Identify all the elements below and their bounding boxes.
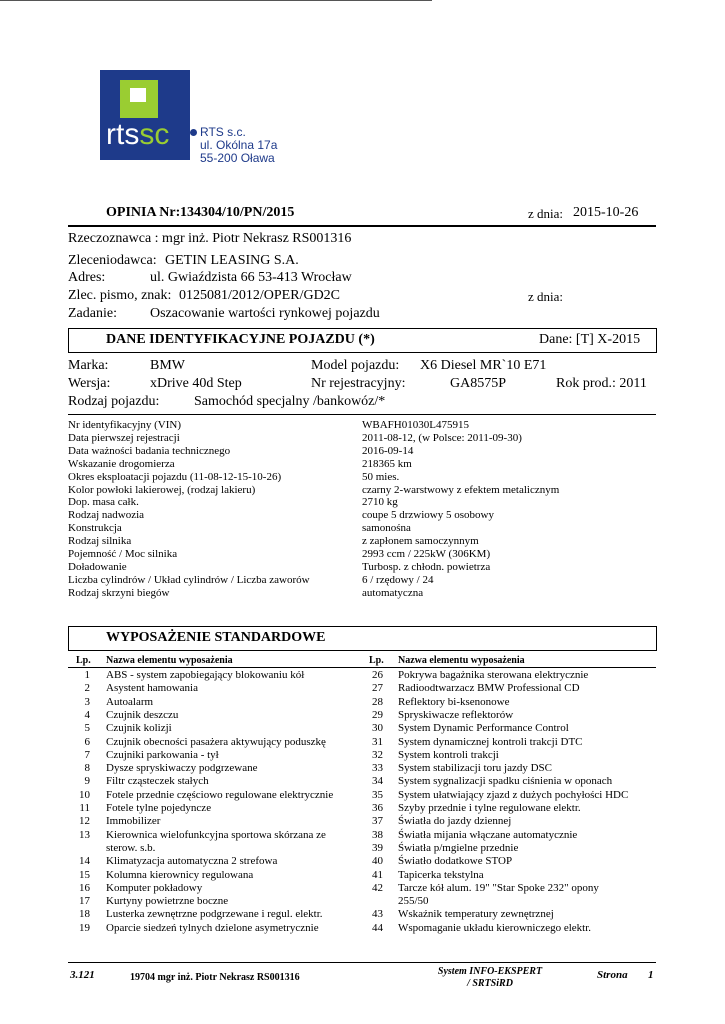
equipment-number: 3 — [84, 695, 90, 708]
detail-label: Okres eksploatacji pojazdu (11-08-12-15-10-26) — [68, 470, 282, 483]
equipment-number: 10 — [79, 788, 90, 801]
detail-value: 2016-09-14 — [362, 444, 414, 457]
equipment-item: Kurtyny powietrzne boczne — [106, 895, 229, 908]
equipment-item: Klimatyzacja automatyczna 2 strefowa — [106, 855, 278, 868]
equipment-number: 29 — [372, 708, 383, 721]
equipment-number: 11 — [79, 802, 90, 814]
equipment-item: Szyby przednie i tylne regulowane elektr. — [398, 802, 581, 814]
equipment-number: 7 — [84, 748, 90, 761]
detail-label: Rodzaj silnika — [68, 535, 132, 548]
equipment-item: Dysze spryskiwaczy podgrzewane — [106, 762, 258, 775]
equipment-number: 33 — [372, 762, 383, 775]
equipment-item: System sygnalizacji spadku ciśnienia w oponach — [398, 775, 613, 788]
footer-author: 19704 mgr inż. Piotr Nekrasz RS001316 — [130, 972, 300, 983]
equipment-item: ABS - system zapobiegający blokowaniu kół — [106, 669, 305, 681]
equipment-number: 30 — [372, 722, 383, 735]
equipment-number: 2 — [84, 682, 90, 695]
detail-value: Turbosp. z chłodn. powietrza — [362, 560, 491, 573]
equipment-number: 41 — [372, 868, 383, 881]
equipment-item: Światło dodatkowe STOP — [398, 855, 513, 868]
detail-value: 218365 km — [362, 457, 412, 470]
order-label: Zlec. pismo, znak: — [68, 288, 172, 303]
company-city: 55-200 Oława — [200, 151, 275, 165]
client-label: Zleceniodawca: — [68, 253, 157, 268]
detail-value: 6 / rzędowy / 24 — [362, 573, 434, 586]
equipment-number: 35 — [372, 788, 383, 801]
task-value: Oszacowanie wartości rynkowej pojazdu — [150, 306, 380, 321]
equipment-number: 17 — [79, 895, 90, 908]
equipment-number: 18 — [79, 908, 90, 921]
equipment-number: 42 — [372, 881, 383, 894]
equipment-number: 15 — [79, 868, 90, 881]
version-label: Wersja: — [68, 376, 111, 391]
bullet-icon — [190, 129, 197, 136]
type-value: Samochód specjalny /bankowóz/* — [194, 394, 386, 409]
equipment-number: 19 — [79, 921, 90, 934]
equipment-number: 16 — [79, 881, 90, 894]
equipment-number: 26 — [372, 669, 383, 681]
version-value: xDrive 40d Step — [150, 376, 242, 391]
equipment-number: 28 — [372, 695, 383, 708]
equipment-item: Kolumna kierownicy regulowana — [106, 868, 254, 881]
equipment-item-continued: sterow. s.b. — [106, 841, 156, 854]
equipment-item: Filtr cząsteczek stałych — [106, 775, 209, 788]
logo-wordmark: rtssc — [106, 118, 170, 151]
footer-system — [430, 966, 550, 991]
make-value: BMW — [150, 358, 185, 373]
equipment-item: Czujnik deszczu — [106, 708, 179, 721]
detail-label: Pojemność / Moc silnika — [68, 548, 178, 560]
reg-label: Nr rejestracyjny: — [311, 376, 406, 391]
footer-system-line2: / SRTSiRD — [467, 978, 513, 990]
equipment-item: Radioodtwarzacz BMW Professional CD — [398, 682, 580, 695]
type-label: Rodzaj pojazdu: — [68, 394, 160, 409]
detail-label: Dop. masa całk. — [68, 496, 139, 509]
equipment-item: Spryskiwacze reflektorów — [398, 708, 514, 721]
equipment-item: Immobilizer — [106, 815, 161, 828]
detail-label: Data pierwszej rejestracji — [68, 431, 180, 444]
vehicle-rule — [68, 414, 656, 415]
equipment-item-continued: 255/50 — [398, 895, 429, 908]
opinion-date: 2015-10-26 — [573, 205, 639, 220]
detail-label: Rodzaj skrzyni biegów — [68, 586, 170, 599]
equipment-number: 1 — [84, 669, 90, 681]
equipment-item: Fotele tylne pojedyncze — [106, 802, 212, 814]
eq-col-name-right: Nazwa elementu wyposażenia — [398, 655, 525, 666]
equipment-header-rule — [68, 667, 656, 668]
opinion-number: 134304/10/PN/2015 — [180, 205, 295, 220]
header-rule — [68, 225, 656, 227]
equipment-item: System stabilizacji toru jazdy DSC — [398, 762, 552, 775]
equipment-number: 14 — [79, 855, 90, 868]
equipment-number: 36 — [372, 802, 383, 814]
equipment-number: 31 — [372, 735, 383, 748]
order-date-label: z dnia: — [528, 289, 564, 304]
equipment-item: Wspomaganie układu kierowniczego elektr. — [398, 921, 592, 934]
equipment-item: Wskaźnik temperatury zewnętrznej — [398, 908, 554, 921]
equipment-item: Fotele przednie częściowo regulowane elektrycznie — [106, 788, 334, 801]
equipment-item: System dynamicznej kontroli trakcji DTC — [398, 735, 583, 748]
logo-rule — [0, 0, 432, 1]
equipment-item: Asystent hamowania — [106, 682, 198, 695]
detail-value: 2993 ccm / 225kW (306KM) — [362, 548, 491, 560]
equipment-item: Czujnik obecności pasażera aktywujący poduszkę — [106, 735, 326, 748]
equipment-item: Tarcze kół alum. 19" "Star Spoke 232" opony — [398, 881, 599, 894]
detail-value: 2710 kg — [362, 496, 398, 509]
footer-system-line1: System INFO-EKSPERT — [437, 966, 543, 977]
client-value: GETIN LEASING S.A. — [165, 253, 299, 268]
equipment-item: System Dynamic Performance Control — [398, 722, 569, 735]
equipment-item: Czujniki parkowania - tył — [106, 748, 219, 761]
detail-label: Doładowanie — [68, 560, 127, 573]
detail-label: Data ważności badania technicznego — [68, 444, 231, 457]
address-value: ul. Gwiaździsta 66 53-413 Wrocław — [150, 270, 352, 285]
eq-col-name-left: Nazwa elementu wyposażenia — [106, 655, 233, 666]
equipment-number: 43 — [372, 908, 383, 921]
equipment-item: Czujnik kolizji — [106, 722, 172, 735]
eq-col-lp-left: Lp. — [76, 655, 91, 666]
footer-code: 3.121 — [70, 969, 95, 981]
company-address — [190, 126, 277, 165]
model-label: Model pojazdu: — [311, 358, 400, 373]
opinion-label: OPINIA Nr: — [106, 205, 181, 220]
detail-value: automatyczna — [362, 586, 424, 599]
equipment-number: 12 — [79, 815, 90, 828]
task-label: Zadanie: — [68, 306, 117, 321]
expert-line: Rzeczoznawca : mgr inż. Piotr Nekrasz RS001316 — [68, 231, 352, 246]
detail-value: samonośna — [362, 522, 411, 535]
detail-value: 2011-08-12, (w Polsce: 2011-09-30) — [362, 431, 522, 444]
equipment-number: 27 — [372, 682, 383, 695]
equipment-number: 38 — [372, 828, 383, 841]
model-value: X6 Diesel MR`10 E71 — [420, 358, 547, 373]
detail-label: Liczba cylindrów / Układ cylindrów / Liczba zaworów — [68, 573, 310, 586]
detail-label: Rodzaj nadwozia — [68, 509, 145, 522]
year-label: Rok prod.: 2011 — [556, 376, 647, 391]
equipment-number: 34 — [372, 775, 383, 788]
equipment-title: WYPOSAŻENIE STANDARDOWE — [106, 630, 326, 645]
equipment-item: Komputer pokładowy — [106, 881, 203, 894]
detail-label: Kolor powłoki lakierowej, (rodzaj lakieru) — [68, 483, 256, 496]
address-label: Adres: — [68, 270, 106, 285]
vehicle-data-label: Dane: [T] X-2015 — [539, 332, 641, 347]
detail-value: 50 mies. — [362, 470, 400, 483]
equipment-item: Światła do jazdy dziennej — [398, 815, 512, 828]
detail-value: czarny 2-warstwowy z efektem metalicznym — [362, 483, 560, 496]
footer-page-number: 1 — [648, 969, 654, 981]
footer-page-label: Strona — [597, 969, 628, 981]
equipment-number: 32 — [372, 748, 383, 761]
reg-value: GA8575P — [450, 376, 507, 391]
equipment-number: 40 — [372, 855, 383, 868]
order-value: 0125081/2012/OPER/GD2C — [179, 288, 341, 303]
equipment-item: Tapicerka tekstylna — [398, 868, 484, 881]
equipment-item: Reflektory bi-ksenonowe — [398, 695, 510, 708]
equipment-number: 6 — [84, 735, 90, 748]
equipment-number: 8 — [84, 762, 90, 775]
footer-rule — [68, 962, 656, 963]
equipment-number: 4 — [84, 708, 90, 721]
detail-label: Nr identyfikacyjny (VIN) — [68, 419, 182, 431]
equipment-number: 9 — [84, 775, 90, 788]
company-street: ul. Okólna 17a — [200, 138, 278, 152]
detail-value: WBAFH01030L475915 — [362, 419, 469, 431]
logo-square-inner — [130, 88, 146, 102]
equipment-number: 13 — [79, 828, 90, 841]
equipment-item: Światła mijania włączane automatycznie — [398, 828, 578, 841]
equipment-number: 44 — [372, 921, 383, 934]
equipment-item: Światła p/mgielne przednie — [398, 841, 519, 854]
equipment-number: 39 — [372, 841, 383, 854]
opinion-date-label: z dnia: — [528, 206, 564, 221]
eq-col-lp-right: Lp. — [369, 655, 384, 666]
detail-value: z zapłonem samoczynnym — [362, 535, 479, 548]
equipment-number: 37 — [372, 815, 383, 828]
equipment-item: System kontroli trakcji — [398, 748, 499, 761]
equipment-item: Lusterka zewnętrzne podgrzewane i regul. elektr. — [106, 908, 323, 921]
detail-label: Wskazanie drogomierza — [68, 457, 175, 470]
equipment-item: Kierownica wielofunkcyjna sportowa skórzana ze — [106, 828, 326, 841]
equipment-number: 5 — [84, 722, 90, 735]
vehicle-section-title: DANE IDENTYFIKACYJNE POJAZDU (*) — [106, 332, 375, 347]
equipment-item: System ułatwiający zjazd z dużych pochyłości HDC — [398, 788, 629, 801]
equipment-item: Oparcie siedzeń tylnych dzielone asymetrycznie — [106, 921, 319, 934]
equipment-item: Pokrywa bagażnika sterowana elektrycznie — [398, 669, 589, 681]
equipment-item: Autoalarm — [106, 695, 154, 708]
detail-value: coupe 5 drzwiowy 5 osobowy — [362, 509, 494, 522]
detail-label: Konstrukcja — [68, 522, 122, 535]
company-name: RTS s.c. — [200, 125, 246, 139]
make-label: Marka: — [68, 358, 109, 373]
